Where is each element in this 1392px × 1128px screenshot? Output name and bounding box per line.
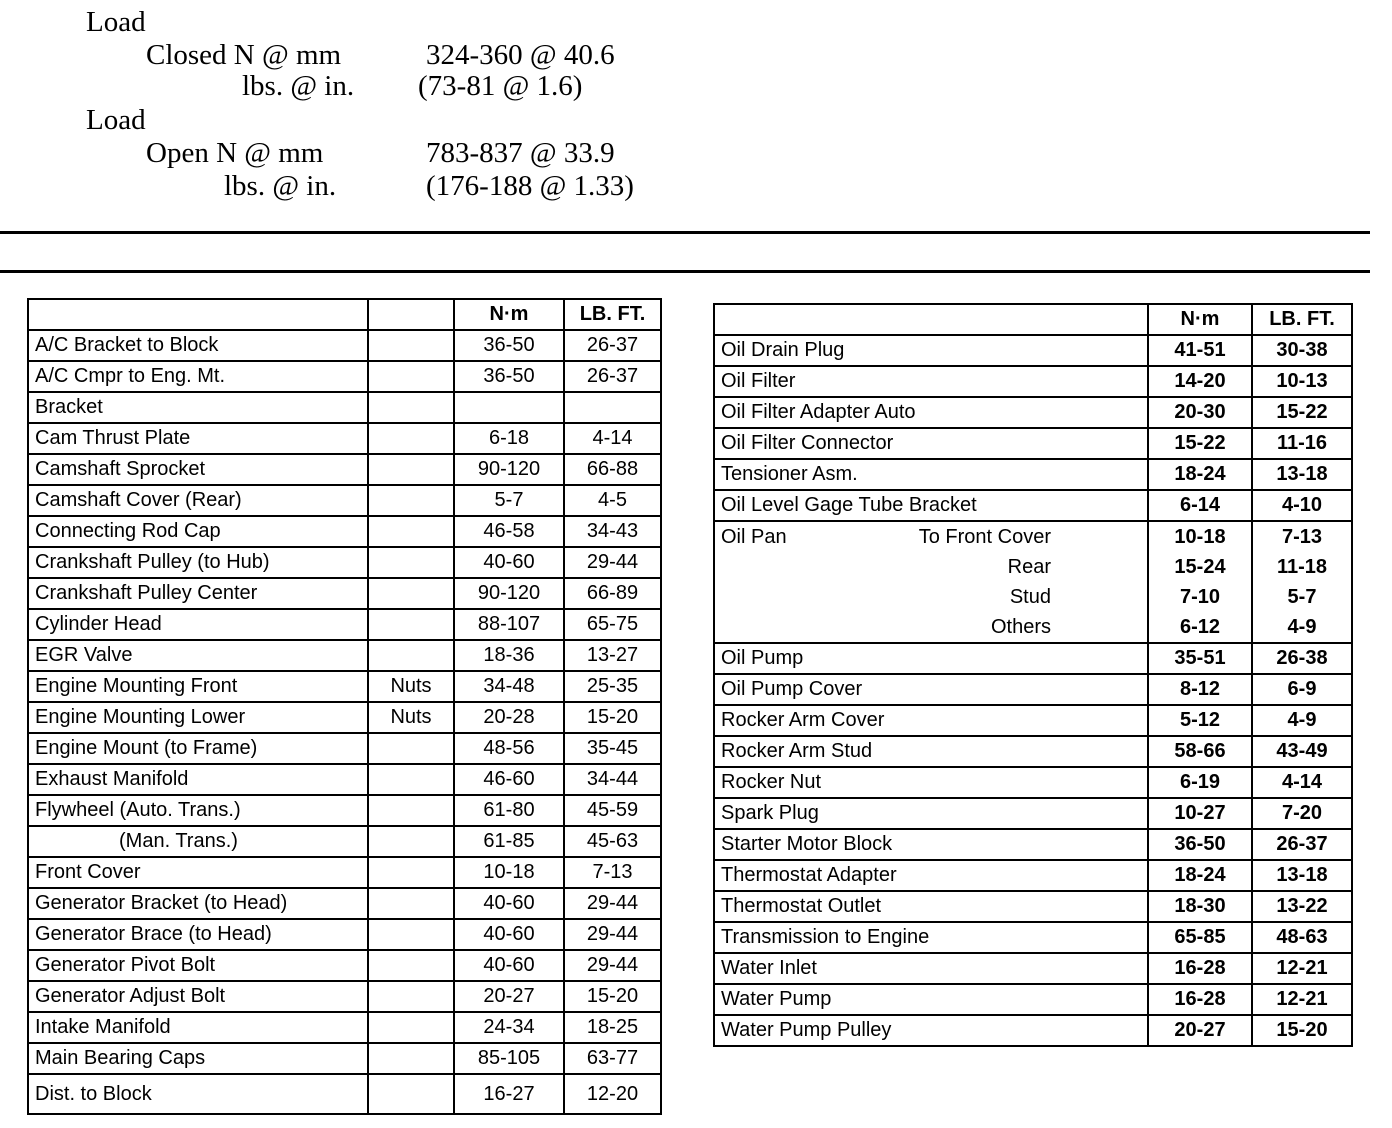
header-cell (28, 299, 368, 330)
torque-lbft: 45-63 (564, 826, 661, 857)
component-name: Oil Drain Plug (714, 335, 1148, 366)
table-row (28, 516, 661, 547)
header-cell: LB. FT. (1252, 304, 1352, 335)
component-name: Water Inlet (714, 953, 1148, 984)
fastener-type (368, 392, 454, 423)
fastener-type (368, 423, 454, 454)
table-row (28, 423, 661, 454)
torque-lbft: 15-20 (564, 702, 661, 733)
component-name: A/C Cmpr to Eng. Mt. (28, 361, 368, 392)
load-label-1: Load (86, 6, 146, 38)
torque-lbft: 10-13 (1252, 366, 1352, 397)
fastener-type (368, 733, 454, 764)
component-name: Engine Mount (to Frame) (28, 733, 368, 764)
torque-nm: 10-18 (454, 857, 564, 888)
torque-lbft: 12-21 (1252, 953, 1352, 984)
fastener-type (368, 1012, 454, 1043)
divider-rule-top (0, 231, 1370, 234)
torque-lbft: 13-18 (1252, 459, 1352, 490)
torque-lbft: 63-77 (564, 1043, 661, 1074)
torque-nm: 6-18 (454, 423, 564, 454)
component-name: EGR Valve (28, 640, 368, 671)
fastener-type (368, 578, 454, 609)
oil-pan-label (721, 552, 901, 582)
torque-lbft: 7-13 (1281, 526, 1323, 548)
table-row (28, 609, 661, 640)
fastener-type (368, 640, 454, 671)
component-name: Cam Thrust Plate (28, 423, 368, 454)
table-row (28, 454, 661, 485)
component-name: Front Cover (28, 857, 368, 888)
torque-lbft: 12-20 (564, 1074, 661, 1114)
oil-pan-subrow (721, 522, 1141, 552)
torque-nm: 8-12 (1148, 674, 1252, 705)
torque-lbft: 29-44 (564, 547, 661, 578)
table-row (714, 335, 1352, 366)
torque-nm: 36-50 (454, 361, 564, 392)
table-row (714, 922, 1352, 953)
table-row (714, 397, 1352, 428)
table-row (28, 392, 661, 423)
table-row (28, 578, 661, 609)
header-cell: N·m (1148, 304, 1252, 335)
oil-pan-subrow (721, 552, 1141, 582)
oil-pan-sub-label: Others (990, 616, 1051, 638)
torque-nm: 20-30 (1148, 397, 1252, 428)
table-header-row (28, 299, 661, 330)
torque-nm: 15-24 (1174, 556, 1226, 578)
torque-lbft: 4-9 (1287, 616, 1317, 638)
component-name: Thermostat Outlet (714, 891, 1148, 922)
component-name: Generator Bracket (to Head) (28, 888, 368, 919)
table-row (714, 829, 1352, 860)
component-name: Cylinder Head (28, 609, 368, 640)
torque-nm: 20-28 (454, 702, 564, 733)
table-row (714, 459, 1352, 490)
fastener-type (368, 857, 454, 888)
torque-lbft: 18-25 (564, 1012, 661, 1043)
component-name: Generator Pivot Bolt (28, 950, 368, 981)
torque-nm: 6-12 (1179, 616, 1221, 638)
torque-lbft: 65-75 (564, 609, 661, 640)
fastener-type (368, 919, 454, 950)
torque-nm: 36-50 (1148, 829, 1252, 860)
torque-nm: 90-120 (454, 454, 564, 485)
fastener-type (368, 516, 454, 547)
fastener-type (368, 485, 454, 516)
oil-pan-label (721, 582, 901, 612)
table-row (28, 1012, 661, 1043)
torque-nm: 6-19 (1148, 767, 1252, 798)
torque-nm: 18-36 (454, 640, 564, 671)
torque-nm: 40-60 (454, 888, 564, 919)
torque-nm: 5-12 (1148, 705, 1252, 736)
torque-nm: 10-27 (1148, 798, 1252, 829)
table-row (714, 366, 1352, 397)
component-name: Intake Manifold (28, 1012, 368, 1043)
table-row (28, 950, 661, 981)
component-name: Engine Mounting Lower (28, 702, 368, 733)
left-torque-table (27, 298, 662, 1115)
torque-lbft: 12-21 (1252, 984, 1352, 1015)
torque-nm: 40-60 (454, 547, 564, 578)
torque-nm: 10-18 (1174, 526, 1226, 548)
table-header-row (714, 304, 1352, 335)
open-sub-label: lbs. @ in. (224, 170, 337, 202)
torque-lbft: 66-89 (564, 578, 661, 609)
torque-nm: 35-51 (1148, 643, 1252, 674)
table-row (714, 798, 1352, 829)
torque-nm: 61-80 (454, 795, 564, 826)
oil-pan-sub-label: Stud (1009, 586, 1051, 608)
torque-lbft: 4-14 (564, 423, 661, 454)
table-row (28, 826, 661, 857)
torque-lbft: 13-22 (1252, 891, 1352, 922)
torque-nm: 58-66 (1148, 736, 1252, 767)
table-row (28, 361, 661, 392)
divider-rule-bottom (0, 270, 1370, 273)
table-row (714, 767, 1352, 798)
fastener-type: Nuts (368, 671, 454, 702)
table-row (28, 857, 661, 888)
fastener-type: Nuts (368, 702, 454, 733)
table-row (28, 330, 661, 361)
torque-lbft: 7-20 (1252, 798, 1352, 829)
torque-lbft: 30-38 (1252, 335, 1352, 366)
component-name: Oil Filter Connector (714, 428, 1148, 459)
torque-lbft: 26-37 (1252, 829, 1352, 860)
table-row (28, 702, 661, 733)
torque-nm: 40-60 (454, 919, 564, 950)
torque-lbft: 4-14 (1252, 767, 1352, 798)
component-name: Dist. to Block (28, 1074, 368, 1114)
torque-nm: 61-85 (454, 826, 564, 857)
table-row (28, 733, 661, 764)
table-row (28, 888, 661, 919)
fastener-type (368, 950, 454, 981)
oil-pan-label (721, 612, 901, 642)
component-name: Transmission to Engine (714, 922, 1148, 953)
torque-nm: 16-28 (1148, 984, 1252, 1015)
torque-lbft (564, 392, 661, 423)
fastener-type (368, 1043, 454, 1074)
torque-lbft: 26-37 (564, 330, 661, 361)
oil-pan-subrow (721, 582, 1141, 612)
table-row (28, 547, 661, 578)
torque-lbft: 29-44 (564, 950, 661, 981)
table-row (28, 764, 661, 795)
component-name: Generator Adjust Bolt (28, 981, 368, 1012)
fastener-type (368, 826, 454, 857)
table-row (714, 643, 1352, 674)
table-row (28, 919, 661, 950)
table-row (714, 705, 1352, 736)
component-name: Water Pump (714, 984, 1148, 1015)
fastener-type (368, 454, 454, 485)
torque-lbft: 7-13 (564, 857, 661, 888)
component-name: A/C Bracket to Block (28, 330, 368, 361)
component-name: Thermostat Adapter (714, 860, 1148, 891)
fastener-type (368, 981, 454, 1012)
oil-pan-lbft-group (1252, 521, 1352, 643)
component-name: Generator Brace (to Head) (28, 919, 368, 950)
table-row (28, 795, 661, 826)
component-name: Oil Pump Cover (714, 674, 1148, 705)
torque-lbft: 26-38 (1252, 643, 1352, 674)
torque-nm: 46-58 (454, 516, 564, 547)
torque-lbft: 15-22 (1252, 397, 1352, 428)
component-name: Starter Motor Block (714, 829, 1148, 860)
closed-label: Closed N @ mm (146, 39, 342, 71)
torque-lbft: 15-20 (564, 981, 661, 1012)
torque-nm: 88-107 (454, 609, 564, 640)
torque-nm: 6-14 (1148, 490, 1252, 521)
table-row (714, 1015, 1352, 1046)
table-row (714, 891, 1352, 922)
fastener-type (368, 330, 454, 361)
table-row (714, 428, 1352, 459)
component-name: Crankshaft Pulley Center (28, 578, 368, 609)
torque-nm: 90-120 (454, 578, 564, 609)
table-row (28, 1074, 661, 1114)
oil-pan-sub-label: Rear (1007, 556, 1051, 578)
table-row (28, 671, 661, 702)
torque-nm: 20-27 (1148, 1015, 1252, 1046)
torque-lbft: 26-37 (564, 361, 661, 392)
header-cell: LB. FT. (564, 299, 661, 330)
torque-nm: 34-48 (454, 671, 564, 702)
torque-nm: 36-50 (454, 330, 564, 361)
header-cell (714, 304, 1148, 335)
component-name: Spark Plug (714, 798, 1148, 829)
component-name: Bracket (28, 392, 368, 423)
torque-lbft: 29-44 (564, 919, 661, 950)
torque-lbft: 43-49 (1252, 736, 1352, 767)
fastener-type (368, 609, 454, 640)
oil-pan-row (714, 521, 1352, 643)
component-name: Flywheel (Auto. Trans.) (28, 795, 368, 826)
torque-nm: 14-20 (1148, 366, 1252, 397)
torque-lbft: 11-18 (1276, 556, 1328, 578)
torque-lbft: 34-43 (564, 516, 661, 547)
torque-nm: 5-7 (454, 485, 564, 516)
torque-lbft: 4-5 (564, 485, 661, 516)
component-name: Tensioner Asm. (714, 459, 1148, 490)
component-name: Oil Filter (714, 366, 1148, 397)
table-row (714, 490, 1352, 521)
torque-nm: 7-10 (1179, 586, 1221, 608)
torque-nm: 16-27 (454, 1074, 564, 1114)
torque-nm: 18-24 (1148, 860, 1252, 891)
oil-pan-nm-group (1148, 521, 1252, 643)
table-row (714, 984, 1352, 1015)
torque-lbft: 45-59 (564, 795, 661, 826)
fastener-type (368, 795, 454, 826)
oil-pan-group (714, 521, 1148, 643)
component-name: Water Pump Pulley (714, 1015, 1148, 1046)
torque-nm: 40-60 (454, 950, 564, 981)
torque-lbft: 6-9 (1252, 674, 1352, 705)
torque-lbft: 15-20 (1252, 1015, 1352, 1046)
component-name: Camshaft Cover (Rear) (28, 485, 368, 516)
right-torque-table (713, 303, 1353, 1047)
torque-nm: 20-27 (454, 981, 564, 1012)
fastener-type (368, 1074, 454, 1114)
component-name: Rocker Nut (714, 767, 1148, 798)
component-name: Rocker Arm Cover (714, 705, 1148, 736)
torque-nm: 48-56 (454, 733, 564, 764)
torque-lbft: 4-9 (1252, 705, 1352, 736)
header-cell: N·m (454, 299, 564, 330)
table-row (28, 485, 661, 516)
torque-lbft: 11-16 (1252, 428, 1352, 459)
table-row (714, 860, 1352, 891)
torque-nm (454, 392, 564, 423)
torque-nm: 16-28 (1148, 953, 1252, 984)
table-row (28, 1043, 661, 1074)
open-label: Open N @ mm (146, 137, 324, 169)
torque-nm: 15-22 (1148, 428, 1252, 459)
table-row (28, 640, 661, 671)
oil-pan-sub-label: To Front Cover (918, 526, 1051, 548)
torque-lbft: 35-45 (564, 733, 661, 764)
fastener-type (368, 888, 454, 919)
torque-lbft: 48-63 (1252, 922, 1352, 953)
component-name: Engine Mounting Front (28, 671, 368, 702)
component-name: Exhaust Manifold (28, 764, 368, 795)
component-name: Crankshaft Pulley (to Hub) (28, 547, 368, 578)
oil-pan-subrow (721, 612, 1141, 642)
component-name: Rocker Arm Stud (714, 736, 1148, 767)
closed-value: 324-360 @ 40.6 (426, 39, 615, 71)
torque-lbft: 4-10 (1252, 490, 1352, 521)
component-name: Oil Filter Adapter Auto (714, 397, 1148, 428)
component-name: Main Bearing Caps (28, 1043, 368, 1074)
oil-pan-label: Oil Pan (721, 526, 787, 548)
torque-nm: 85-105 (454, 1043, 564, 1074)
torque-nm: 65-85 (1148, 922, 1252, 953)
fastener-type (368, 764, 454, 795)
component-name: Oil Level Gage Tube Bracket (714, 490, 1148, 521)
open-sub-value: (176-188 @ 1.33) (426, 170, 634, 202)
load-label-2: Load (86, 104, 146, 136)
component-name: (Man. Trans.) (28, 826, 368, 857)
component-name: Oil Pump (714, 643, 1148, 674)
table-row (714, 953, 1352, 984)
fastener-type (368, 361, 454, 392)
closed-sub-label: lbs. @ in. (242, 70, 355, 102)
torque-nm: 46-60 (454, 764, 564, 795)
torque-lbft: 34-44 (564, 764, 661, 795)
torque-lbft: 5-7 (1287, 586, 1317, 608)
table-row (714, 736, 1352, 767)
torque-nm: 24-34 (454, 1012, 564, 1043)
open-value: 783-837 @ 33.9 (426, 137, 615, 169)
header-cell (368, 299, 454, 330)
torque-lbft: 66-88 (564, 454, 661, 485)
torque-nm: 18-24 (1148, 459, 1252, 490)
torque-lbft: 13-27 (564, 640, 661, 671)
torque-lbft: 13-18 (1252, 860, 1352, 891)
torque-lbft: 25-35 (564, 671, 661, 702)
torque-nm: 41-51 (1148, 335, 1252, 366)
fastener-type (368, 547, 454, 578)
table-row (28, 981, 661, 1012)
torque-nm: 18-30 (1148, 891, 1252, 922)
component-name: Camshaft Sprocket (28, 454, 368, 485)
table-row (714, 674, 1352, 705)
closed-sub-value: (73-81 @ 1.6) (418, 70, 583, 102)
component-name: Connecting Rod Cap (28, 516, 368, 547)
torque-lbft: 29-44 (564, 888, 661, 919)
